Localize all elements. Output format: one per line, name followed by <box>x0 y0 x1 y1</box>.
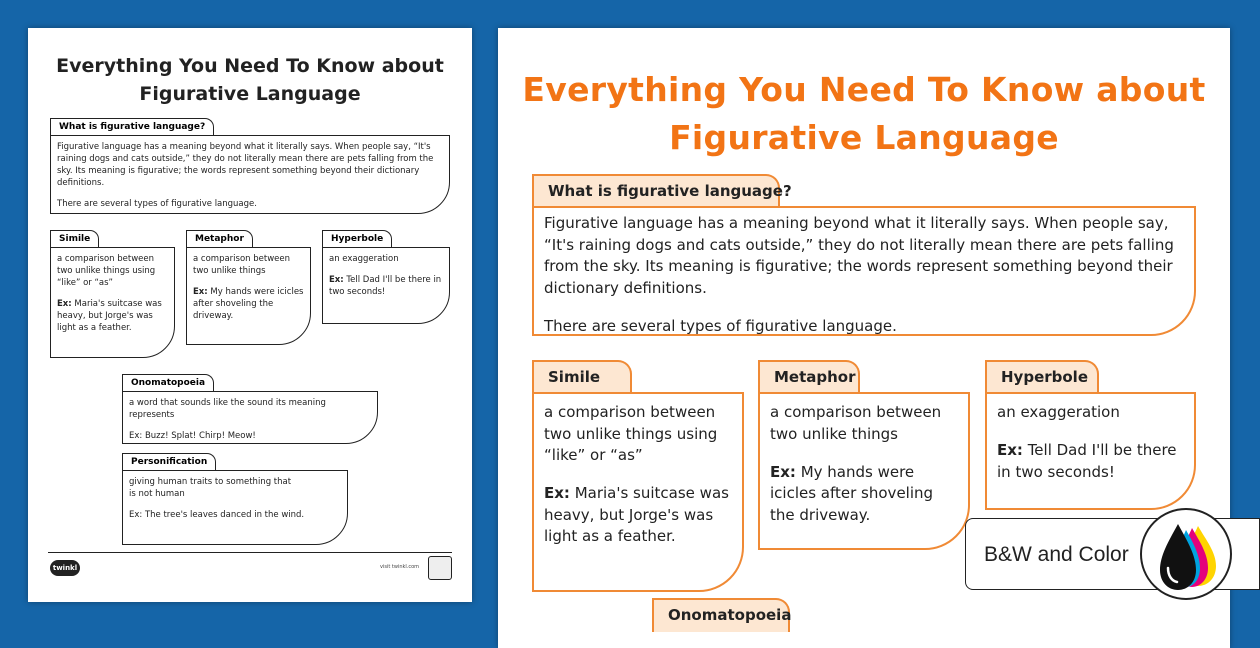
bw-metaphor-definition: a comparison between two unlike things <box>193 254 290 276</box>
color-simile-definition: a comparison between two unlike things using “like” or “as” <box>544 403 718 464</box>
color-metaphor-heading: Metaphor <box>758 360 860 394</box>
bw-personification-example: Ex: The tree's leaves danced in the wind. <box>129 510 305 521</box>
bw-onomatopoeia-example: Ex: Buzz! Splat! Chirp! Meow! <box>129 431 256 442</box>
color-hyperbole-heading: Hyperbole <box>985 360 1099 394</box>
bw-intro-types: There are several types of figurative language. <box>57 199 257 210</box>
twinkl-logo: twinkl <box>50 560 80 576</box>
bw-metaphor-heading: Metaphor <box>186 230 253 248</box>
bw-intro-text: Figurative language has a meaning beyond what it literally says. When people say, “It's raining dogs and cats outside,” they do not literally mean there are pets falling from the sky. Its meaning is figurative; the words represent something beyond their dictionary definitions. <box>57 142 434 188</box>
color-intro-text: Figurative language has a meaning beyond what it literally says. When people say, “It's raining dogs and cats outside,” they do not literally mean there are pets falling from the sky. Its meaning is figurative; the words represent something beyond their dictionary definitions. <box>544 214 1174 297</box>
bw-footer-line <box>48 552 452 553</box>
bw-onomatopoeia-card <box>122 374 378 444</box>
color-intro-heading: What is figurative language? <box>532 174 780 208</box>
color-simile-card <box>532 360 744 592</box>
color-onomatopoeia-heading: Onomatopoeia <box>652 598 790 632</box>
bw-hyperbole-definition: an exaggeration <box>329 254 399 264</box>
bw-simile-ex-label: Ex: <box>57 299 72 310</box>
bw-metaphor-example: My hands were icicles after shoveling the driveway. <box>193 287 304 322</box>
bw-worksheet-preview <box>28 28 472 602</box>
color-simile-ex-label: Ex: <box>544 484 570 502</box>
color-metaphor-example: My hands were icicles after shoveling the driveway. <box>770 462 934 524</box>
bw-page-title: Everything You Need To Know about Figurative Language <box>56 55 444 105</box>
color-onomatopoeia-card <box>652 598 1092 648</box>
color-hyperbole-ex-label: Ex: <box>997 441 1023 459</box>
color-intro-types: There are several types of figurative language. <box>544 316 897 335</box>
footer-url: visit twinkl.com <box>380 564 420 570</box>
bw-simile-example: Maria's suitcase was heavy, but Jorge's was light as a feather. <box>57 299 162 334</box>
color-metaphor-definition: a comparison between two unlike things <box>770 403 942 443</box>
color-simile-heading: Simile <box>532 360 632 394</box>
bw-hyperbole-example: Tell Dad I'll be there in two seconds! <box>329 275 442 298</box>
bw-intro-heading: What is figurative language? <box>50 118 214 136</box>
bw-personification-definition: giving human traits to something that is not human <box>129 477 292 499</box>
bw-personification-card <box>122 453 348 545</box>
legend-label: B&W and Color <box>984 543 1129 566</box>
color-page-title: Everything You Need To Know about Figurative Language <box>522 70 1206 157</box>
color-simile-example: Maria's suitcase was heavy, but Jorge's was light as a feather. <box>544 484 729 545</box>
bw-metaphor-ex-label: Ex: <box>193 287 208 298</box>
color-hyperbole-card <box>985 360 1196 510</box>
bw-personification-heading: Personification <box>122 453 216 471</box>
color-metaphor-ex-label: Ex: <box>770 462 796 481</box>
bw-onomatopoeia-definition: a word that sounds like the sound its meaning represents <box>129 398 326 420</box>
ink-drops-icon <box>1140 508 1232 600</box>
color-metaphor-card <box>758 360 970 550</box>
bw-simile-heading: Simile <box>50 230 99 248</box>
bw-onomatopoeia-heading: Onomatopoeia <box>122 374 214 392</box>
bw-simile-card <box>50 230 175 358</box>
bw-hyperbole-heading: Hyperbole <box>322 230 392 248</box>
color-hyperbole-definition: an exaggeration <box>997 403 1120 421</box>
color-intro-card <box>532 174 1196 336</box>
bw-hyperbole-ex-label: Ex: <box>329 275 344 286</box>
footer-badge-icon <box>428 556 452 580</box>
bw-metaphor-card <box>186 230 311 345</box>
bw-simile-definition: a comparison between two unlike things using “like” or “as” <box>57 254 156 288</box>
bw-hyperbole-card <box>322 230 450 324</box>
bw-intro-card <box>50 118 450 218</box>
color-hyperbole-example: Tell Dad I'll be there in two seconds! <box>997 441 1177 481</box>
ink-drops-icon-graphic <box>1142 510 1230 598</box>
